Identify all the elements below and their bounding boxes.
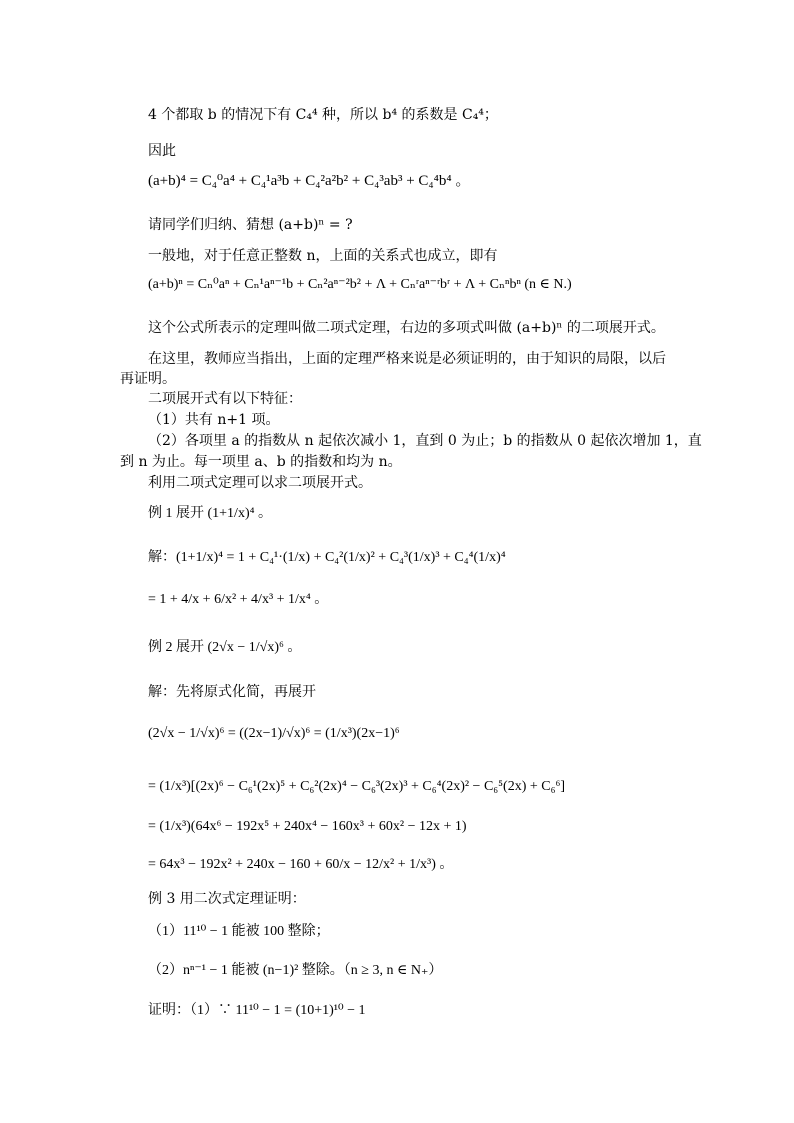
example-2-step-1: (2√x − 1/√x)⁶ = ((2x−1)/√x)⁶ = (1/x³)(2x−1)⁶ [148,726,400,741]
text-line-2: 因此 [148,143,176,159]
example-1-solution: 解：(1+1/x)⁴ = 1 + C₄¹·(1/x) + C₄²(1/x)² + C₄³(1/x)³ + C₄⁴(1/x)⁴ [148,550,506,565]
text-line-4: 请同学们归纳、猜想 (a+b)ⁿ = ? [148,217,353,233]
text-line-7: 这个公式所表示的定理叫做二项式定理，右边的多项式叫做 (a+b)ⁿ 的二项展开式。 [148,320,665,336]
text-line-1: 4 个都取 b 的情况下有 C₄⁴ 种，所以 b⁴ 的系数是 C₄⁴； [148,107,498,123]
example-3-part-1: （1）11¹⁰ − 1 能被 100 整除； [148,924,330,939]
text-line-13: 到 n 为止。每一项里 a、b 的指数和均为 n。 [120,454,402,470]
text-line-14: 利用二项式定理可以求二项展开式。 [148,475,372,491]
text-line-8: 在这里，教师应当指出，上面的定理严格来说是必须证明的，由于知识的局限，以后 [148,351,666,367]
text-line-12: （2）各项里 a 的指数从 n 起依次减小 1，直到 0 为止；b 的指数从 0 起依次增加 1，直 [148,433,702,449]
example-2-result: = 64x³ − 192x² + 240x − 160 + 60/x − 12/x² + 1/x³) 。 [148,857,454,872]
text-line-5: 一般地，对于任意正整数 n，上面的关系式也成立，即有 [148,248,498,264]
example-2-step-2: = (1/x³)[(2x)⁶ − C₆¹(2x)⁵ + C₆²(2x)⁴ − C₆³(2x)³ + C₆⁴(2x)² − C₆⁵(2x) + C₆⁶] [148,779,566,794]
example-1-result: = 1 + 4/x + 6/x² + 4/x³ + 1/x⁴ 。 [148,592,329,607]
example-3-heading: 例 3 用二次式定理证明： [148,891,306,907]
formula-binomial-general: (a+b)ⁿ = Cₙ⁰aⁿ + Cₙ¹aⁿ⁻¹b + Cₙ²aⁿ⁻²b² + Λ + Cₙʳaⁿ⁻ʳbʳ + Λ + Cₙⁿbⁿ (n ∈ N.) [148,277,572,292]
text-line-11: （1）共有 n+1 项。 [148,412,280,428]
example-2-heading: 例 2 展开 (2√x − 1/√x)⁶ 。 [148,640,302,655]
example-2-step-3: = (1/x³)(64x⁶ − 192x⁵ + 240x⁴ − 160x³ + 60x² − 12x + 1) [148,819,467,834]
example-3-part-2: （2）nⁿ⁻¹ − 1 能被 (n−1)² 整除。（n ≥ 3, n ∈ N₊） [148,963,443,978]
example-1-heading: 例 1 展开 (1+1/x)⁴ 。 [148,506,272,521]
formula-binomial-4: (a+b)⁴ = C₄⁰a⁴ + C₄¹a³b + C₄²a²b² + C₄³ab³ + C₄⁴b⁴ 。 [148,173,471,189]
text-line-10: 二项展开式有以下特征： [148,391,302,407]
example-3-proof: 证明：（1）∵ 11¹⁰ − 1 = (10+1)¹⁰ − 1 [148,1003,366,1018]
text-line-9: 再证明。 [120,371,176,387]
example-2-solution-intro: 解：先将原式化简，再展开 [148,684,316,700]
